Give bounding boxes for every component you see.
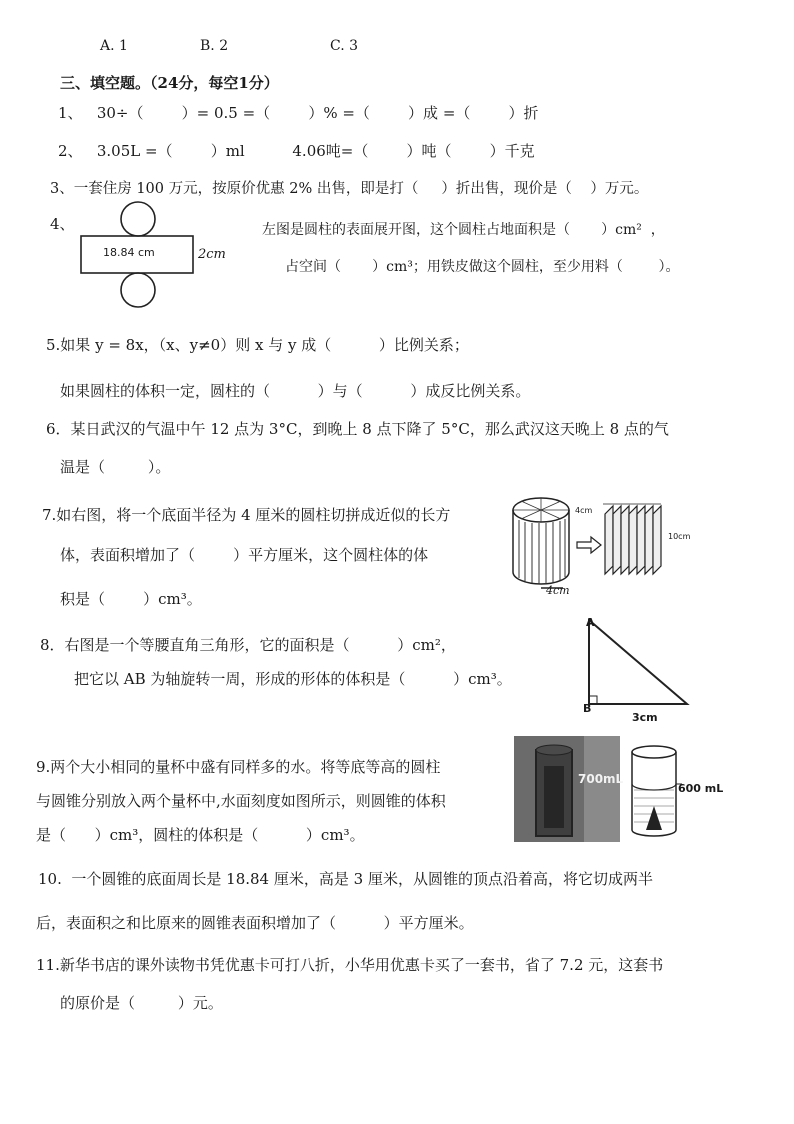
question-4-line-1: 左图是圆柱的表面展开图，这个圆柱占地面积是（ ）cm² ， xyxy=(262,222,665,238)
question-11-line-2: 的原价是（ ）元。 xyxy=(60,994,223,1012)
option-a: A. 1 xyxy=(100,38,128,54)
rect-length-label: 18.84 cm xyxy=(103,246,155,259)
question-5-line-2: 如果圆柱的体积一定，圆柱的（ ）与（ ）成反比例关系。 xyxy=(60,382,531,400)
question-9-line-2: 与圆锥分别放入两个量杯中,水面刻度如图所示，则圆锥的体积 xyxy=(36,792,446,810)
triangle-base-label: 3cm xyxy=(632,711,658,724)
cuboid-height-label: 10cm xyxy=(668,532,691,541)
question-4-line-2: 占空间（ ）cm³；用铁皮做这个圆柱，至少用料（ ）。 xyxy=(285,259,680,275)
question-1: 1、 30÷（ ）= 0.5 =（ ）% =（ ）成 =（ ）折 xyxy=(58,104,539,122)
question-8-line-2: 把它以 AB 为轴旋转一周，形成的形体的体积是（ ）cm³。 xyxy=(74,670,512,688)
option-c: C. 3 xyxy=(330,38,359,54)
question-6-line-2: 温是（ ）。 xyxy=(60,458,171,476)
cuboid-width-label: 4cm xyxy=(575,506,593,515)
question-7-line-3: 积是（ ）cm³。 xyxy=(60,590,202,608)
section-title: 三、填空题。（24分，每空1分） xyxy=(60,74,279,92)
question-5-line-1: 5.如果 y = 8x，（x、y≠0）则 x 与 y 成（ ）比例关系； xyxy=(46,336,469,354)
option-b: B. 2 xyxy=(200,38,229,54)
question-9-line-3: 是（ ）cm³，圆柱的体积是（ ）cm³。 xyxy=(36,826,365,844)
question-7-line-2: 体，表面积增加了（ ）平方厘米，这个圆柱体的体 xyxy=(60,546,429,564)
beaker-left-volume-label: 700mL xyxy=(578,772,624,786)
question-7-line-1: 7.如右图，将一个底面半径为 4 厘米的圆柱切拼成近似的长方 xyxy=(42,506,451,524)
vertex-a-label: A xyxy=(586,616,595,629)
question-9-line-1: 9.两个大小相同的量杯中盛有同样多的水。将等底等高的圆柱 xyxy=(36,758,441,776)
question-4-number: 4、 xyxy=(50,215,75,233)
question-10-line-1: 10. 一个圆锥的底面周长是 18.84 厘米，高是 3 厘米，从圆锥的顶点沿着高，将它切成两半 xyxy=(38,870,653,888)
cylinder-base-label: 4cm xyxy=(546,584,570,597)
question-10-line-2: 后，表面积之和比原来的圆锥表面积增加了（ ）平方厘米。 xyxy=(36,914,474,932)
cylinder-to-cuboid-figure xyxy=(505,492,685,602)
beaker-right-volume-label: 600 mL xyxy=(678,782,724,795)
question-6-line-1: 6．某日武汉的气温中午 12 点为 3°C，到晚上 8 点下降了 5°C，那么武汉这天晚上 8 点的气 xyxy=(46,420,669,438)
question-8-line-1: 8．右图是一个等腰直角三角形，它的面积是（ ）cm²， xyxy=(40,636,456,654)
beaker-photo-left xyxy=(514,736,620,842)
question-11-line-1: 11.新华书店的课外读物书凭优惠卡可打八折，小华用优惠卡买了一套书，省了 7.2 元，这套书 xyxy=(36,956,664,974)
vertex-b-label: B xyxy=(583,702,592,715)
rect-height-label: 2cm xyxy=(198,247,226,262)
question-3: 3、一套住房 100 万元，按原价优惠 2% 出售，即是打（ ）折出售，现价是（ ）万元。 xyxy=(50,181,649,197)
question-2: 2、 3.05L =（ ）ml 4.06吨=（ ）吨（ ）千克 xyxy=(58,142,535,160)
